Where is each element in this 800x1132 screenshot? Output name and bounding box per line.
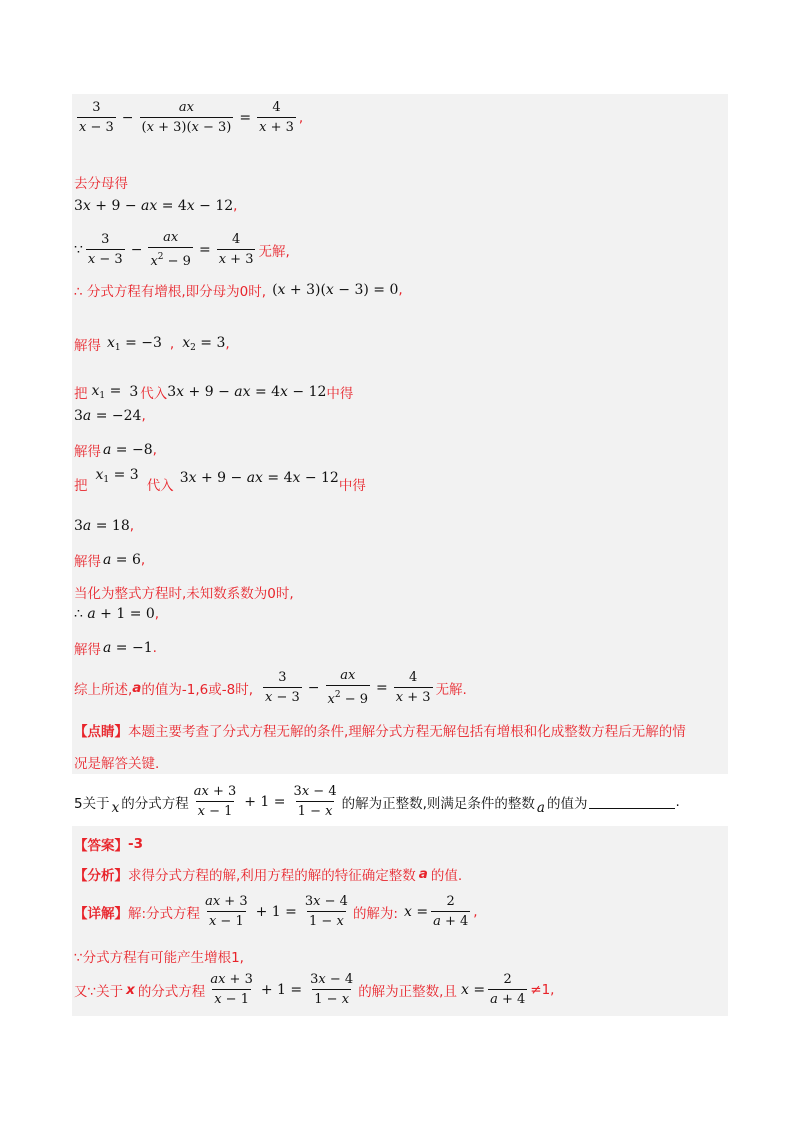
fraction: $\frac{3x - 4}{1 - x}$ [293, 784, 337, 819]
fraction: $\frac{3}{x - 3}$ [79, 100, 114, 135]
math-value: 3 [129, 384, 139, 400]
fraction: $\frac{2}{a + 4}$ [490, 972, 526, 1007]
step-text: 无解, [258, 243, 290, 260]
punctuation: , [298, 109, 304, 126]
fraction: $\frac{3}{x - 3}$ [265, 670, 300, 705]
punctuation: , [140, 552, 146, 568]
section-tag: 【答案】 [74, 838, 128, 854]
punctuation: , [225, 336, 230, 352]
equation-a-3: 解得 a = −1 . [74, 640, 157, 658]
step-text: 把 [74, 478, 88, 494]
punctuation: , [398, 282, 403, 298]
equation-linear: 3x + 9 − ax = 4x − 12 , [74, 198, 238, 214]
equation-no-solution: ∵ $\frac{3}{x - 3}$ − $\frac{ax}{x^2 - 9}$ = $\frac{4}{x + 3}$ 无解, [74, 230, 290, 269]
fraction: $\frac{3x - 4}{1 - x}$ [304, 894, 348, 929]
step-text: 解得 [74, 444, 101, 460]
section-tag: 【详解】 [74, 905, 128, 922]
fraction: $\frac{4}{x + 3}$ [218, 232, 254, 267]
punctuation: , [152, 442, 157, 458]
dianjing-line-1 [74, 720, 686, 740]
step-text: ≠1, [530, 981, 555, 998]
equation-main: $\frac{3}{x - 3}$ − $\frac{ax}{(x + 3)(x - 3)}$ = $\frac{4}{x + 3}$ , [79, 100, 304, 135]
equation-root-condition: ∴ 分式方程有增根,即分母为0时, (x + 3)(x − 3) = 0 , [74, 282, 403, 300]
variable-a: a [418, 866, 428, 882]
variable-x: x [126, 981, 135, 998]
question-number: 5关于 [74, 795, 110, 812]
variable-a: a [536, 799, 545, 816]
fraction: $\frac{ax}{x^2 - 9}$ [150, 230, 191, 269]
equation-3a-2: 3a = 18 , [74, 518, 135, 534]
fraction: $\frac{4}{x + 3}$ [395, 670, 431, 705]
step-text: 当化为整式方程时,未知数系数为0时, [74, 586, 294, 602]
equation-substitute-1: 把 $x_1$ = 3 代入 3x + 9 − ax = 4x − 12 中得 [74, 383, 354, 402]
fraction: $\frac{2}{a + 4}$ [433, 894, 469, 929]
step-text: 解得 [74, 642, 101, 658]
punctuation: . [675, 793, 680, 810]
step-text: 的值为-1,6或-8时, [141, 681, 254, 698]
fraction: $\frac{ax + 3}{x - 1}$ [193, 784, 237, 819]
question-text: 的分式方程 [121, 795, 189, 812]
fraction: $\frac{4}{x + 3}$ [259, 100, 294, 135]
step-text: 解得 [74, 554, 101, 570]
question-text: 的值为 [546, 795, 588, 812]
step-text: 中得 [338, 478, 366, 494]
conclusion-line: 综上所述, a 的值为-1,6或-8时, $\frac{3}{x - 3}$ − $\frac{ax}{x^2 - 9}$ = $\frac{4}{x + 3}$ 无解. [74, 668, 467, 707]
answer-value: -3 [128, 836, 143, 852]
dianjing-line-2: 况是解答关键. [74, 756, 160, 772]
variable-x: x [111, 799, 120, 816]
analysis-line [74, 864, 462, 884]
step-text: 去分母得 [74, 176, 128, 192]
step-text: 把 [74, 386, 88, 402]
step-text: 的值. [430, 868, 463, 884]
step-text: 无解. [435, 681, 467, 698]
punctuation: , [169, 336, 175, 352]
fraction: $\frac{3x - 4}{1 - x}$ [310, 972, 354, 1007]
equation-substitute-2: 把 $x_1 = 3$ 代入 3x + 9 − ax = 4x − 12 中得 [74, 467, 366, 494]
section-tag: 【点睛】 [74, 724, 128, 740]
punctuation: . [152, 640, 157, 656]
step-text: 综上所述, [74, 681, 133, 698]
equation-roots: 解得 $x_1 = -3$ , $x_2 = 3$ , [74, 335, 230, 354]
step-text: ∴ 分式方程有增根,即分母为0时, [74, 284, 267, 300]
punctuation: , [473, 903, 478, 920]
variable-a: a [132, 679, 142, 696]
punctuation: , [154, 606, 160, 622]
step-text: 的解为: [352, 905, 398, 922]
equation-a-2: 解得 a = 6 , [74, 552, 146, 570]
equation-a-1: 解得 a = −8 , [74, 442, 157, 460]
step-text: 本题主要考查了分式方程无解的条件,理解分式方程无解包括有增根和化成整数方程后无解的情 [128, 724, 686, 740]
step-text: 代入 [140, 386, 168, 402]
step-text: 又∵关于 [74, 983, 124, 1000]
section-tag: 【分析】 [74, 868, 128, 884]
punctuation: , [141, 408, 146, 424]
again-line: 又∵关于 x 的分式方程 $\frac{ax + 3}{x - 1}$ + 1 = $\frac{3x - 4}{1 - x}$ 的解为正整数,且 x = $\frac{2}{a + 4}$ ≠1, [74, 972, 555, 1007]
step-text: 求得分式方程的解,利用方程的解的特征确定整数 [128, 868, 416, 884]
question-text: 的解为正整数,则满足条件的整数 [341, 795, 535, 812]
detail-line: 【详解】 解:分式方程 $\frac{ax + 3}{x - 1}$ + 1 = $\frac{3x - 4}{1 - x}$ 的解为: x = $\frac{2}{a + 4}$ , [74, 894, 478, 929]
question-line: 5关于 x 的分式方程 $\frac{ax + 3}{x - 1}$ + 1 = $\frac{3x - 4}{1 - x}$ 的解为正整数,则满足条件的整数 a 的值为 . [74, 784, 680, 819]
step-text: 解:分式方程 [128, 905, 201, 922]
fraction: $\frac{ax + 3}{x - 1}$ [210, 972, 253, 1007]
step-text: 解得 [74, 338, 101, 354]
fraction: $\frac{3}{x - 3}$ [87, 232, 123, 267]
step-text: 代入 [146, 478, 174, 494]
step-text: 中得 [326, 386, 354, 402]
answer-blank [589, 794, 675, 809]
equation-3a-1: 3a = −24 , [74, 408, 146, 424]
answer-line [74, 834, 143, 854]
punctuation: , [129, 518, 135, 534]
step-text: 的解为正整数,且 [358, 983, 457, 1000]
because-line: ∵分式方程有可能产生增根1, [74, 950, 244, 966]
punctuation: , [233, 198, 238, 214]
equation-therefore: ∴ a + 1 = 0 , [74, 606, 160, 622]
fraction: $\frac{ax}{x^2 - 9}$ [327, 668, 369, 707]
step-text: 的分式方程 [137, 983, 206, 1000]
fraction: $\frac{ax}{(x + 3)(x - 3)}$ [141, 100, 232, 135]
fraction: $\frac{ax + 3}{x - 1}$ [205, 894, 248, 929]
